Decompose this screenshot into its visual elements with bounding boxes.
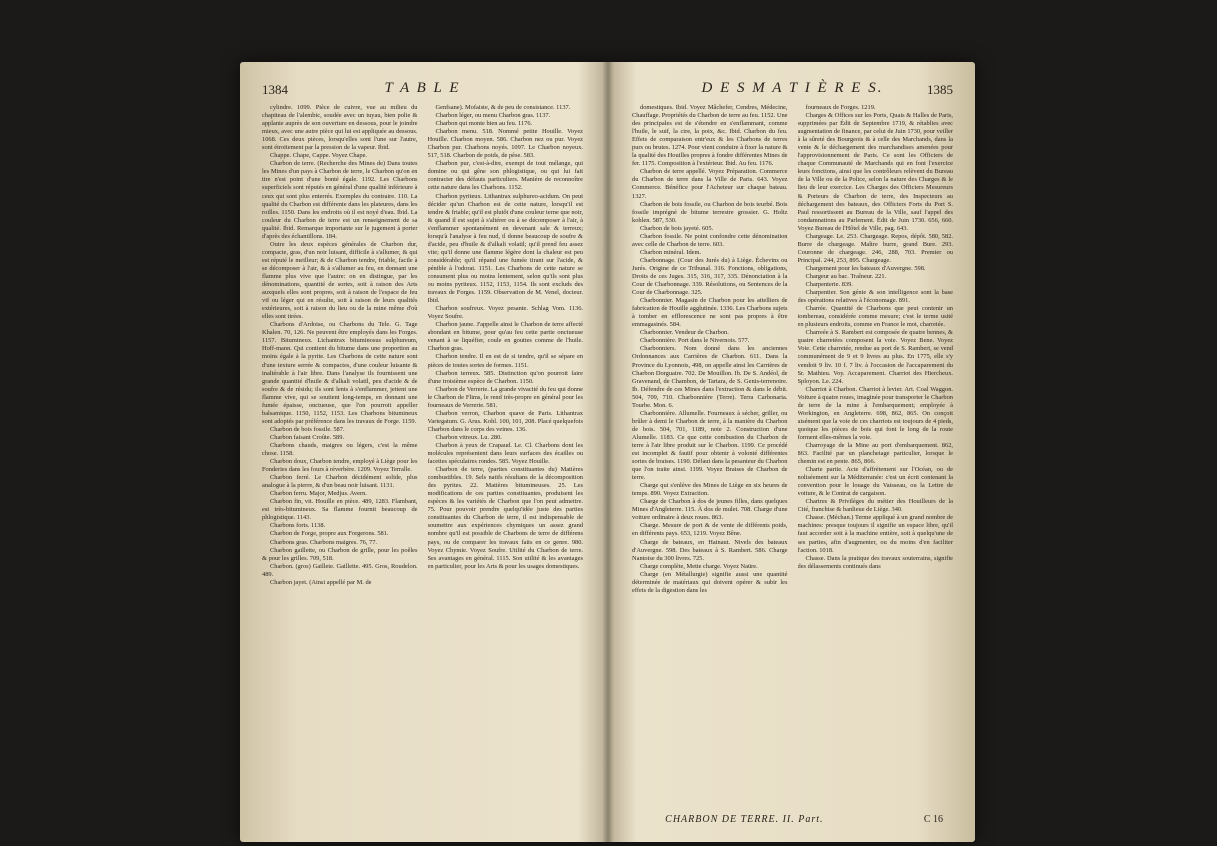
index-entry: Charbon fossile. Ne point confondre cette dénomination avec celle de Charbon de terre. 603.	[632, 232, 788, 248]
index-entry: Charge. Mesure de port & de vente de différents poids, en différents pays. 653, 1219. Voyez Bêne.	[632, 522, 788, 538]
right-column-2	[798, 104, 954, 808]
right-running-head	[632, 80, 953, 102]
index-entry: Charbon verron, Charbon quave de Paris. Lithantrax Variegatum. G. Arus. Kohl. 100, 101, 208. Placé quelquefois Charbon dans le corps des veines. 136.	[427, 409, 583, 433]
index-entry: Charges & Offices sur les Ports, Quais & Halles de Paris, supprimées par Édit de Septembre 1719, & rétablies avec augmentation de finance, par celui de Juin 1730, pour veiller à la sûreté des Bourgeois & à celle des Marchands, dans la vente & le déchargement des marchandises amenées pour l'approvisionnement de Paris. Ce sont les Officiers de chaque Communauté de Marchands qui en font l'exercice leurs fonctions, ainsi que les contrôleurs relèvent du Bureau de la Ville ou de la Police, selon la nature des Charges & le lieu de leur exercice. Les Charges des Officiers Mesureurs & Porteurs de Charbon de terre, des Inspecteurs au déchargement des bateaux, des Officiers Forts du Port S. Paul ressortissent au Bureau de la Ville, sauf l'appel des condamnations au Parlement. Édit de Juin 1730. 656, 660. Voyez Bureau de l'Hôtel de Ville, pag. 643.	[797, 112, 953, 232]
index-entry: Charbon minéral. Idem.	[640, 248, 702, 256]
index-entry: Charbon jayet. (Ainsi appellé par M. de	[270, 578, 372, 586]
index-entry: Charbon de terre appellé. Voyez Préparation. Commerce du Charbon de terre dans la Ville de Paris. 643. Voyez Commerce. Bénéfice pour l'Acheteur sur chaque bateau. 1327.	[632, 168, 788, 200]
index-entry: Charbonnage. (Cour des Jurés du) à Liège. Échevins ou Jurés. Origine de ce Tribunal. 316. Fonctions, obligations, Droits de ces Juges. 315, 316, 317, 335. Dénonciation à la Cour de Charbonnage. 339. Résolutions, ou Sentences de la Cour de Charbonnage. 325.	[632, 256, 788, 297]
index-entry: Charbon de bois jayeté. 605.	[640, 224, 714, 232]
signature-mark: C 16	[923, 814, 943, 825]
right-footer	[632, 814, 953, 832]
index-entry: Charpentier. Son génie & son intelligence sont la base des opérations relatives à l'économage. 891.	[797, 289, 953, 305]
index-entry: Charbon de terre, (parties constituantes du) Matières combustibles. 19. Sels natifs résultans de la décomposition des pyrites. 22. Matières bitumineuses. 25. Les modifications de ces parties constituantes, produisent les espèces & les variétés de Charbon que l'on peut admettre. 75. Pour pouvoir prendre quelqu'idée juste des parties constituantes du Charbon de terre, il est indispensable de soumettre aux expériences chymiques un assez grand nombre qu'il est possible de Charbons de terre de différens pays, ou de comparer les travaux faits en ce genre. 980. Voyez Chymie. Voyez Soufre. Utilité du Charbon de terre. Ses avantages en général. 1115. Son utilité & les avantages en particulier, pour les Arts & pour les usages domestiques.	[427, 466, 583, 570]
index-entry: Charbonniers. Nom donné dans les anciennes Ordonnances aux Carrières de Charbon. 611. Dans la Province du Lyonnois, 498, on appelle ainsi les Carrières de Charbon Dorguaire. 702. De Mouillon. Ib. De S. Andéol, de Gravenand, de Chambon, de Tartara, de S. Genis-terrenoire. Ib. Défendre de ces Mines dans l'extraction & dans le débit. 504, 709, 710. Charbonnière (Terre). Terra Carbonaria. Tourbe. Mon. 6.	[632, 345, 788, 409]
index-entry: Charge (en Métallurgie) signifie aussi une quantité déterminée de matériaux qui doivent opérer & subir les effets de la digestion dans les	[632, 570, 788, 594]
index-entry: Charbon de bois fossile. 587.	[270, 425, 345, 433]
index-entry: Charbon de Forge, propre aux Forgerons. 581.	[270, 530, 389, 538]
left-page	[240, 62, 605, 842]
index-entry: Genfsane). Mofaiste, & de peu de consistance. 1137.	[435, 104, 571, 111]
index-entry: Charrée. Quantité de Charbons que peut contenir un tombereau, considérée comme mesure; c'est le terme usité en plusieurs endroits, comme en France le mot, charretée.	[797, 305, 953, 329]
left-running-head	[262, 80, 583, 102]
index-entry: Charbon tendre. Il en est de si tendre, qu'il se sépare en pièces de toutes sortes de formes. 1151.	[427, 353, 583, 369]
open-book	[240, 62, 975, 842]
index-entry: Charbon ferré. Le Charbon décidément solide, plus analogue à la pierre, & d'un beau noir luisant. 1131.	[262, 474, 418, 490]
index-entry: Charbon. (gros) Gaillete. Gaillette. 495. Gros, Roudelon. 489.	[262, 562, 418, 578]
left-columns	[262, 104, 583, 808]
right-columns	[632, 104, 953, 808]
right-running-title: D E S M A T I È R E S.	[701, 80, 884, 96]
index-entry: Outre les deux espèces générales de Charbon dur, compacte, gras, d'un noir luisant, difficile à s'allumer, & qui est réputé le meilleur; & de Charbon tendre, friable, facile à se décomposer à l'air, & à s'allumer au feu, en donnant une flamme plus vive que l'autre: on en distingue, par les dénominations, quantité de sortes, soit à raison des Arts auxquels elles sont propres, soit à raison de l'espace de feu vif ou léger qui en résulte, soit à raison de leurs qualités extérieures, soit à raison du lieu ou de la mine même d'où elles sont tirées.	[262, 240, 418, 321]
index-entry: Charbons gras. Charbons maigres. 76, 77.	[270, 538, 378, 546]
index-entry: Charbon léger, ou menu Charbon gras. 1137.	[435, 112, 551, 120]
right-page	[610, 62, 975, 842]
index-entry: Charte partie. Acte d'affrètement sur l'Océan, ou de noliséement sur la Méditerranée: c'est un écrit contenant la convention pour le louage du Vaisseau, ou la Lettre de voiture, & le Contrat de cargaison.	[797, 466, 953, 498]
left-column-2	[428, 104, 584, 808]
index-entry: domestiques. Ibid. Voyez Mâchefer, Cendres, Médecine, Chauffage. Propriétés du Charbon de terre au feu. 1152. Une des principales est de s'étendre en s'enflammant, comme l'huile, le suif, la cire, la poix, &c. Ibid. Charbon du feu. Effets de comparaison entr'eux & les Charbons de terres purs ou brutes. 1274. Pour vient conduire à fixer la nature & la qualité des Houilles propres à fondre différentes Mines de fer. 1175. Composition à l'extérieur. Ibid. Au feu. 1176.	[632, 104, 788, 168]
index-entry: Charbon soufreux. Voyez pesante. Schlag Vom. 1136. Voyez Soufre.	[427, 305, 583, 321]
index-entry: Chasse. Dans la pratique des travaux souterrains, signifie des délassements continués dans	[797, 554, 953, 570]
left-page-number: 1384	[262, 82, 288, 97]
index-entry: Charbons d'Ardoise, ou Charbons du Tele. G. Tage Khalen. 70, 126. Ne peuvent être employés dans les Forges. 1157. Bitumineux. Lichantrax bituminosus sulphureum, Hoff-mann. Qui contient du bitume dans une proportion au moins égale à la pyrite. Les Charbons de cette nature sont d'une texture serrée & compactes, d'une couleur luisante & inaltérable à l'air libre. Dans l'analyse ils fournissent une grande quantité d'huile & d'alkali volatil, peu d'acide & de soufre & de résidu; ils sont lents à s'enflammer, jettent une flamme vive, qui se soutient long-temps, en donnant une fumée épaisse, onctueuse, que l'on pourroit appeller balsamique. 1150, 1152, 1153. Les Charbons bitumineux sont adoptés par préférence dans les travaux de Forge. 1159.	[262, 321, 418, 425]
left-column-1	[262, 104, 418, 808]
left-running-title: T A B L E	[384, 80, 461, 96]
index-entry: Charriot à Charbon. Charriot à levier. Art. Coal Waggon. Voiture à quatre roues, imaginée pour transporter le Charbon de terre de la mine à l'embarquement; employée à Workington, en Angleterre. 698, 862, 865. On conçoit aisément que la voie de ces charriots est toujours de 4 pieds, quoique les pièces de bois qui font le long de la route forment elles-mêmes la voie.	[797, 385, 953, 441]
index-entry: fourneaux de Forges. 1219.	[805, 104, 876, 111]
index-entry: Charbon terreux. 585. Distinction qu'on pourroit faire d'une troisième espèce de Charbon. 1150.	[427, 369, 583, 385]
index-entry: Charge de bateaux, en Hainaut. Nivels des bateaux d'Auvergne. 598. Des bateaux à S. Rambert. 586. Charge Nantoise du 300 livres. 725.	[632, 538, 788, 562]
index-entry: Chargement pour les bateaux d'Auvergne. 598.	[805, 264, 926, 272]
index-entry: Charbon vitreux. Lu. 280.	[435, 433, 502, 441]
index-entry: Charbon gaillette, ou Charbon de grille, pour les poêles & pour les grilles. 709, 518.	[262, 546, 418, 562]
index-entry: Charbon de bois fossile, ou Charbon de bois teurbé. Bois fossile imprégné de bitume terrestre grossier. G. Holtz kohlen. 587, 530.	[632, 200, 788, 224]
right-page-number: 1385	[927, 82, 953, 97]
index-entry: Chargeur au bac. Traîneur. 221.	[805, 272, 887, 280]
index-entry: Charbon fin, vit. Houille en pièce. 489, 1283. Flambant, est très-bitumineux. Sa flamme fournit beaucoup de phlogistique. 1143.	[262, 498, 418, 522]
index-entry: Charbon faisant Croûte. 589.	[270, 433, 345, 441]
footer-running-title: CHARBON DE TERRE. II. Part.	[665, 814, 824, 825]
index-entry: Chasse. (Méchan.) Terme appliqué à un grand nombre de machines: presque toujours il signifie un espace libre, qu'il faut accorder soit à la machine entière, soit à quelqu'une de ses parties, afin d'augmenter, ou du moins d'en faciliter l'action. 1018.	[797, 514, 953, 554]
index-entry: Charbonnier. Magasin de Charbon pour les attelliers de fabrication de Houille agglutinée. 1336. Les Charbons sujets à tomber en efflorescence ne sont pas propres à être emmagasinés. 584.	[632, 297, 788, 329]
index-entry: cylindre. 1099. Pièce de cuivre, vue au milieu du chapiteau de l'alembic, soudée avec un tuyau, bien polie & applanie auprès de son ouverture en dessous, pour le joindre mieux, avec une autre pièce qui lui est appliquée au dessous. 1068. Ces deux pièces, lorsqu'elles sont l'une sur l'autre, sont étroitement par la pression de la vapeur. Ibid.	[262, 104, 418, 152]
index-entry: Charbon de terre. (Recherche des Mines de) Dans toutes les Mines d'un pays à Charbon de terre, le Charbon qu'on en tire n'est point d'une bonté égale. 1192. Les Charbons superficiels sont réputés en général d'une qualité inférieure à ceux qui sont plus enterrés. Exemples du contraire. 110. La qualité du Charbon est différente dans les plateures, dans les roilles. 1150. Dans les endroits où il est noyé d'eau. Ibid. La couleur du Charbon de terre est un renseignement de sa qualité. Ibid. Remarque importante sur le jugement à porter d'après des échantillons. 184.	[262, 160, 418, 240]
index-entry: Chappe. Chape, Cappe. Voyez Chape.	[270, 152, 368, 160]
right-column-1	[632, 104, 788, 808]
index-entry: Chartres & Privilèges du métier des Houilleurs de la Cité, franchise & banlieue de Liège. 340.	[797, 498, 953, 514]
index-entry: Charroyage de la Mine au port d'embarquement. 862, 863. Facilité par un plancheiage particulier, lorsque le chemin est en pente. 865, 866.	[797, 441, 953, 466]
index-entry: Charbonnière. Allumelle. Fourneaux à sécher, griller, ou brûler à demi le Charbon de terre, à la manière du Charbon de bois. 504, 701, 1189, note 2. Construction d'une Alumelle. 1183. Ce que cette combustion du Charbon de terre à l'air libre produit sur le Charbon. 1199. Ce procédé est incomplet & fautif pour obtenir à volonté différentes sortes de braises. 1190. Défaut dans la pesanteur du Charbon que l'on traite ainsi. 1199. Voyez Braises de Charbon de terre.	[632, 409, 788, 482]
index-entry: Charbon qui monte bien au feu. 1176.	[435, 120, 533, 128]
index-entry: Charbons chauds, maigres ou légers, c'est la même chose. 1158.	[262, 441, 418, 458]
index-entry: Charge complète, Mette charge. Voyez Naüre.	[640, 562, 758, 570]
index-entry: Charbon doux, Charbon tendre, employé à Liège pour les Fonderies dans les fours à réverbère. 1209. Voyez Terralle.	[262, 458, 418, 474]
index-entry: Charbon pur, c'est-à-dire, exempt de tout mélange, qui domine ou qui gêne son phlogistique, ou qui lui fait contracter des défauts particuliers. Manière de reconnoître cette nature dans les Charbons. 1152.	[427, 160, 583, 192]
index-entry: Charbon menu. 518. Nommé petite Houille. Voyez Houille. Charbon moyen. 586. Charbon nez ou pur. Voyez Charbon pur. Charbons noyés. 1097. Le Charbon noyeux. 517, 518. Charbon de poids, de pèse. 583.	[427, 128, 583, 160]
index-entry: Charbon à yeux de Crapaud. Le. Cl. Charbons dont les molécules représentent dans leurs surfaces des écailles ou facettes spéculaires rondes. 585. Voyez Houille.	[427, 441, 583, 466]
index-entry: Charreée à S. Rambert est composée de quatre bennes, & quatre charretées composent la voie. Voyez Bene. Voyez Voie. Cette charretée, rendue au port de S. Rambert, se vend communément de 9 et 9 livres au plus. En 1775, elle s'y vendoit 9 liv. 10 f. 7 liv. à l'occasion de l'accaparement du Sr. Mathieu. Voy. Accaparement. Charriot des Hiercheux. Sployon. Le. 224.	[797, 329, 953, 385]
index-entry: Charge de Charbon à dos de jeunes filles, dans quelques Mines d'Angleterre. 115. À dos de mulet. 708. Charge d'une voiture ordinaire à deux roues. 863.	[632, 498, 788, 522]
index-entry: Charpenterie. 839.	[805, 281, 853, 289]
index-entry: Charbon ferru. Major, Medjus. Avern.	[270, 490, 367, 498]
index-entry: Chargeage. Le. 253. Chargeage. Repos, dépôt. 580, 582. Burre de chargeage. Maître burre, grand Bure. 293. Couronne de chargeage. 246, 288, 703. Premier ou Principal. 244, 253, 895. Chargeage.	[797, 232, 953, 264]
index-entry: Charbon pyriteux. Lithantrax sulphureo-acidum. On peut décider qu'un Charbon est de cette nature, lorsqu'il est tendre & friable; qu'il est plutôt d'une couleur terne que noir, & quand il est sujet à s'altérer ou à se décomposer à l'air, à s'enflammer spontanément en devenant sale & terreux; lorsqu'à l'analyse à feu nud, il donne beaucoup de soufre & d'acide, peu d'huile & d'alkali volatil; qu'il prend feu assez vite; qu'il donne une flamme légère dont la chaleur est peu considérable; qu'il répand une fumée tirant sur l'acide, & pénible à l'odorat. 1151. Les Charbons de cette nature se consument plus ou moins lentement, selon qu'ils sont plus ou moins pyriteux. 1152, 1153, 1154. Ils sont excluds des travaux de Forges. 1159. Observation de M. Venel, docteur. Ibid.	[427, 192, 583, 305]
index-entry: Charbons forts. 1138.	[270, 522, 326, 530]
index-entry: Charbonnière. Port dans le Nivernois. 577.	[640, 337, 750, 345]
index-entry: Charbonnier. Vendeur de Charbon.	[640, 329, 729, 337]
index-entry: Charbon de Verrerie. La grande vivacité du feu qui donne le Charbon de Flims, le rend très-propre en général pour les fourneaux de Verrerie. 581.	[427, 385, 583, 409]
index-entry: Charbon jaune. J'appelle ainsi le Charbon de terre affecté abondant en bitume, pour qu'au feu cette partie onctueuse venant à se liquéfier, coule en gouttes comme de l'huile. Charbon gras.	[427, 321, 583, 353]
index-entry: Charge qui s'enlève des Mines de Liège en six heures de temps. 890. Voyez Extraction.	[632, 482, 788, 498]
